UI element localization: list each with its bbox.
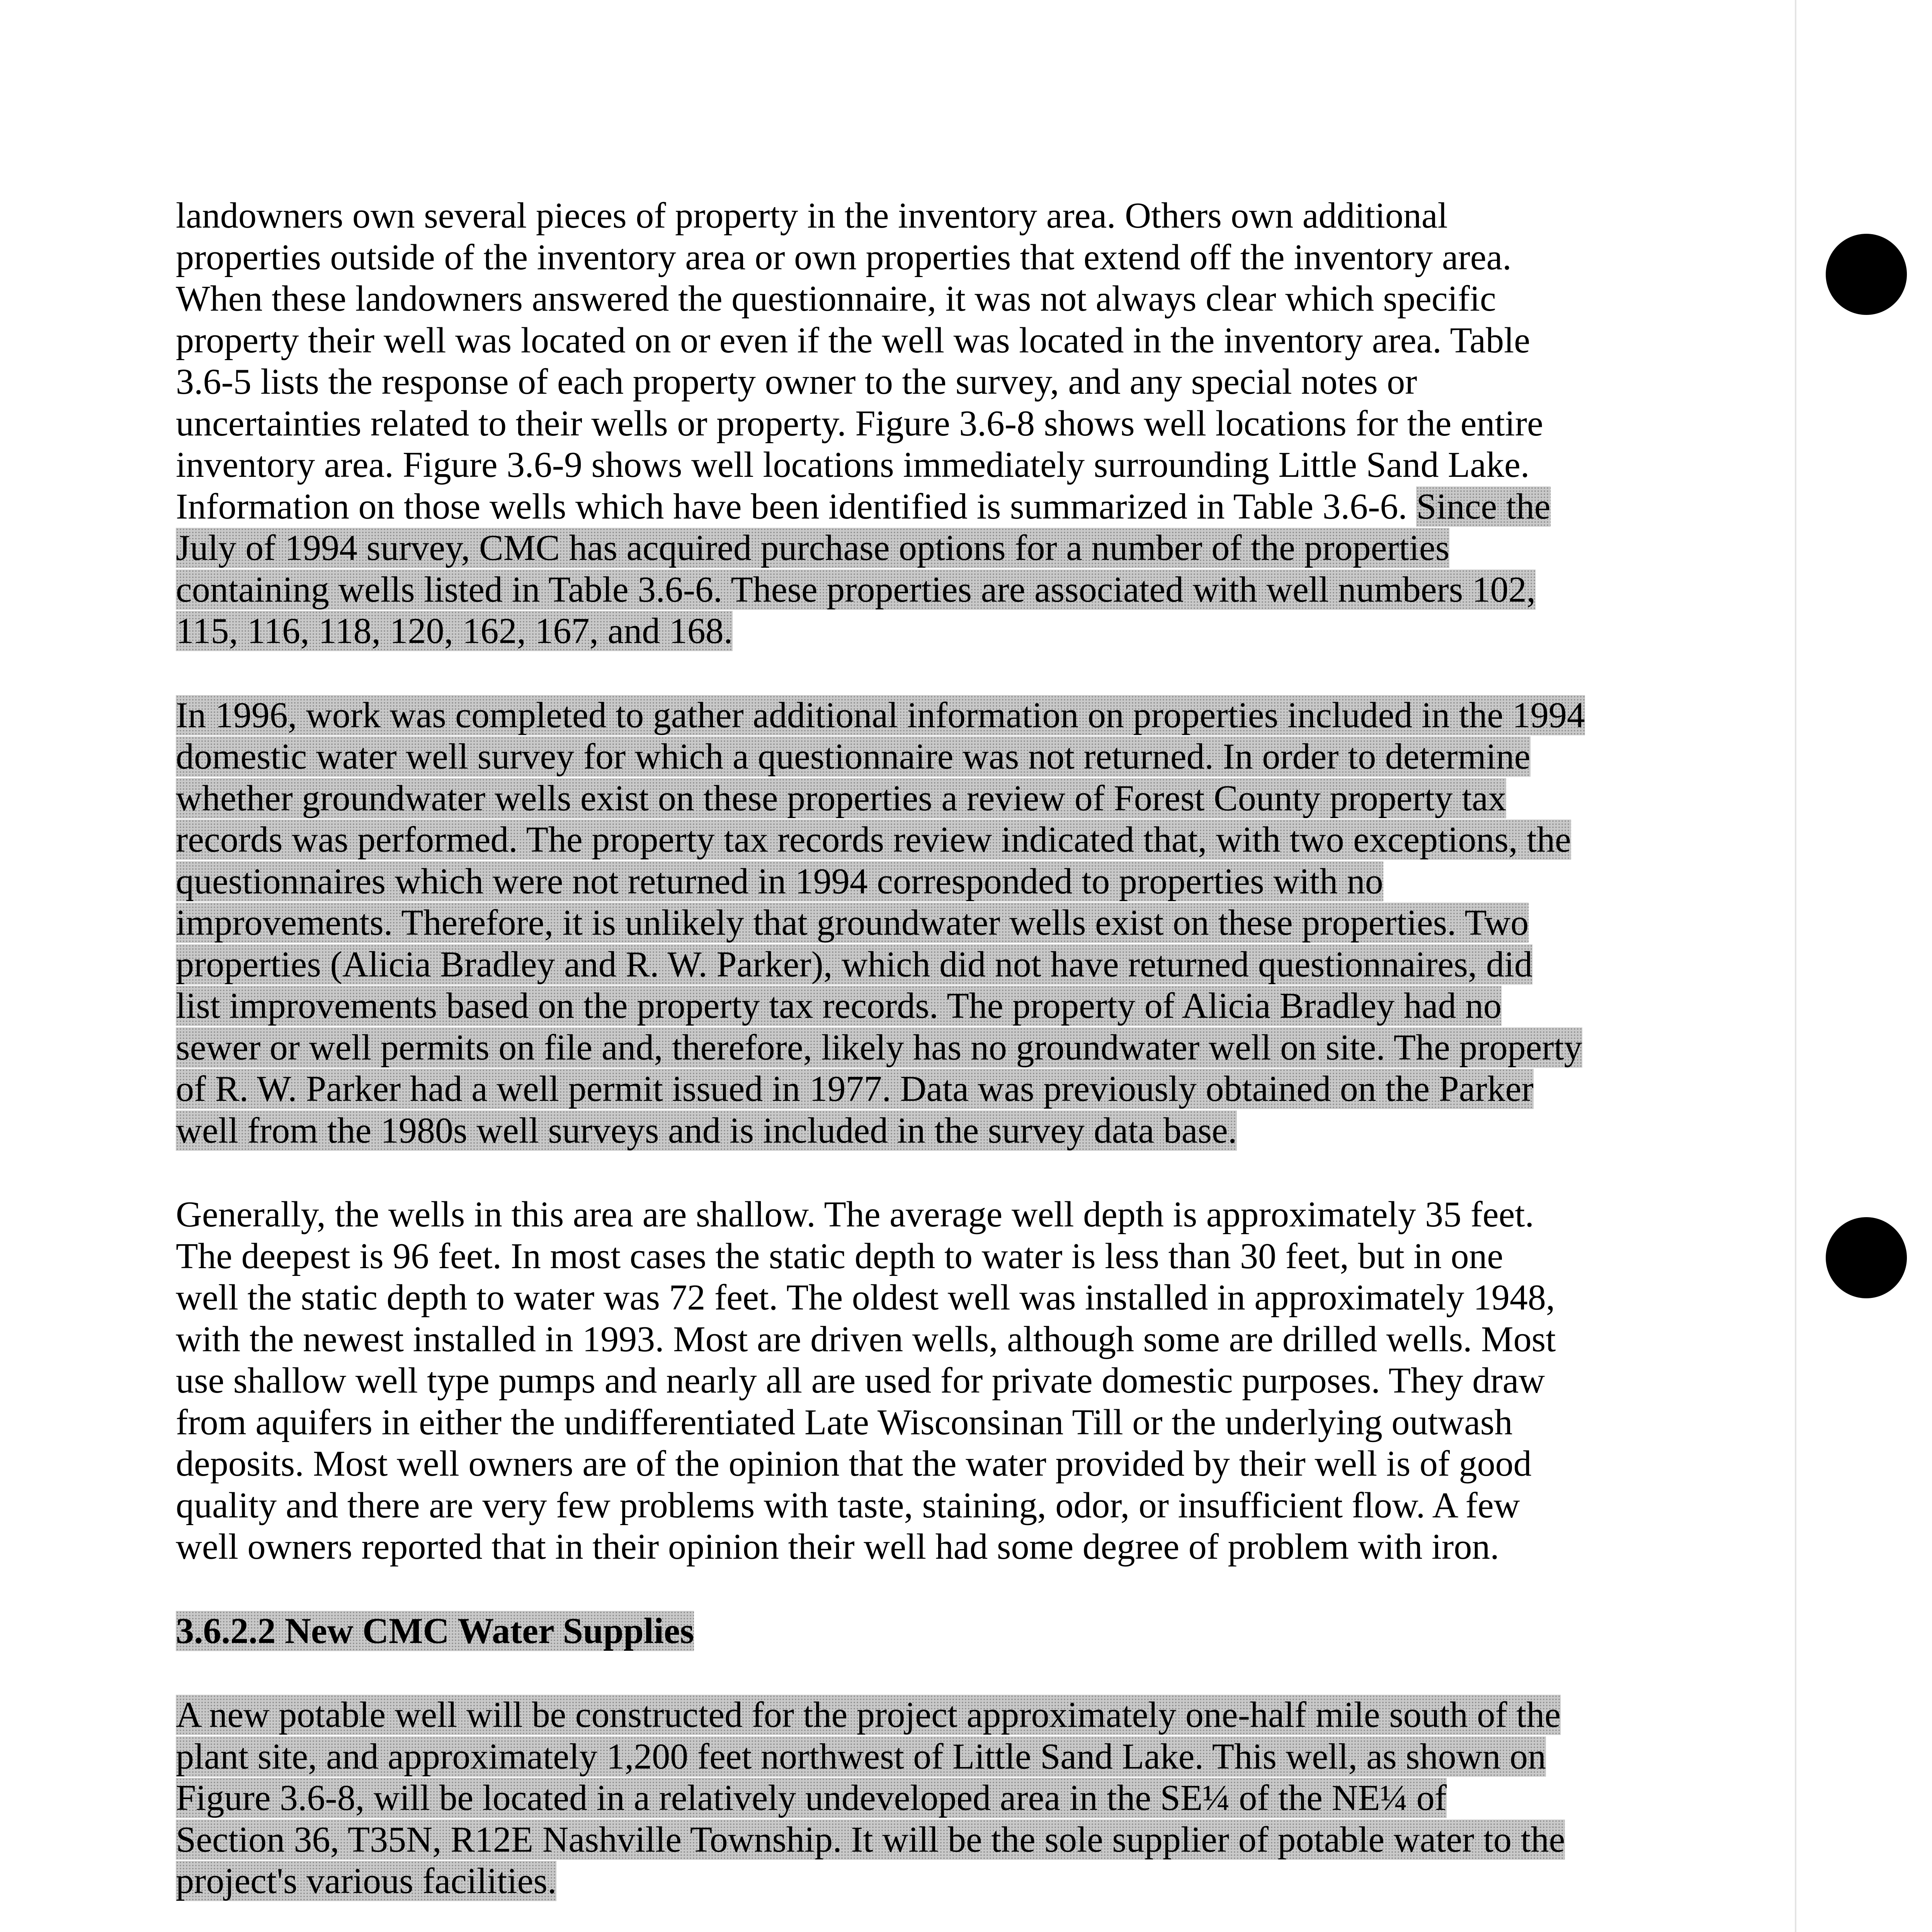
highlighted-text: A new potable well will be constructed for the project approximately one-half mile south of the: [176, 1695, 1561, 1735]
text-segment: Generally, the wells in this area are shallow. The average well depth is approximately 35 feet.: [176, 1194, 1534, 1235]
highlighted-text: of R. W. Parker had a well permit issued in 1977. Data was previously obtained on the Parker: [176, 1069, 1534, 1109]
text-segment: Information on those wells which have been identified is summarized in Table 3.6-6.: [176, 486, 1417, 527]
text-line: [176, 1694, 1729, 1736]
text-segment: When these landowners answered the questionnaire, it was not always clear which specific: [176, 279, 1496, 319]
text-line: [176, 1777, 1729, 1819]
text-segment: use shallow well type pumps and nearly all are used for private domestic purposes. They draw: [176, 1361, 1545, 1401]
text-line: [176, 778, 1729, 820]
text-line: [176, 1402, 1729, 1444]
text-line: [176, 944, 1729, 986]
highlighted-text: whether groundwater wells exist on these properties a review of Forest County property tax: [176, 778, 1507, 818]
text-segment: inventory area. Figure 3.6-9 shows well locations immediately surrounding Little Sand Lake.: [176, 445, 1530, 485]
text-line: [176, 1027, 1729, 1069]
highlighted-text: July of 1994 survey, CMC has acquired purchase options for a number of the properties: [176, 528, 1450, 568]
text-line: [176, 1110, 1729, 1152]
text-line: [176, 361, 1729, 403]
text-line: [176, 736, 1729, 778]
text-segment: property their well was located on or even if the well was located in the inventory area. Table: [176, 320, 1530, 361]
text-line: [176, 1485, 1729, 1527]
paragraphs-before-heading: [176, 195, 1729, 1568]
text-line: [176, 1194, 1729, 1236]
text-segment: quality and there are very few problems with taste, staining, odor, or insufficient flow. A few: [176, 1485, 1520, 1526]
text-line: [176, 278, 1729, 320]
text-line: [176, 861, 1729, 903]
highlighted-text: sewer or well permits on file and, therefore, likely has no groundwater well on site. The property: [176, 1027, 1582, 1068]
paragraph: [176, 195, 1729, 652]
text-segment: landowners own several pieces of property in the inventory area. Others own additional: [176, 196, 1448, 236]
text-line: [176, 486, 1729, 528]
text-line: [176, 320, 1729, 362]
highlighted-text: well from the 1980s well surveys and is included in the survey data base.: [176, 1110, 1237, 1151]
paragraphs-after-heading: [176, 1694, 1729, 1932]
highlighted-text: 115, 116, 118, 120, 162, 167, and 168.: [176, 611, 733, 651]
binder-hole-middle: [1826, 1217, 1907, 1298]
highlighted-text: Since the: [1416, 486, 1551, 527]
text-line: [176, 1526, 1729, 1568]
text-segment: well owners reported that in their opinion their well had some degree of problem with iron.: [176, 1527, 1499, 1567]
page-edge-line: [1795, 0, 1796, 1932]
text-line: [176, 1068, 1729, 1110]
highlighted-text: Figure 3.6-8, will be located in a relatively undeveloped area in the SE¼ of the NE¼ of: [176, 1778, 1447, 1818]
text-line: [176, 237, 1729, 279]
highlighted-text: project's various facilities.: [176, 1861, 557, 1901]
section-heading-text: 3.6.2.2 New CMC Water Supplies: [176, 1611, 694, 1651]
text-segment: 3.6-5 lists the response of each property owner to the survey, and any special notes or: [176, 362, 1417, 402]
highlighted-text: questionnaires which were not returned in 1994 corresponded to properties with no: [176, 861, 1383, 901]
paragraph: [176, 695, 1729, 1152]
paragraph: [176, 1194, 1729, 1568]
text-line: [176, 1319, 1729, 1361]
text-line: [176, 1736, 1729, 1778]
text-line: [176, 695, 1729, 736]
highlighted-text: In 1996, work was completed to gather additional information on properties included in the 1994: [176, 695, 1585, 735]
paragraph-gap: [176, 1652, 1729, 1694]
text-line: [176, 1861, 1729, 1902]
text-line: [176, 195, 1729, 237]
body-text: [176, 195, 1729, 1932]
text-line: [176, 1277, 1729, 1319]
paragraph: [176, 1694, 1729, 1902]
paragraph-gap: [176, 652, 1729, 695]
highlighted-text: properties (Alicia Bradley and R. W. Parker), which did not have returned questionnaires, did: [176, 944, 1533, 985]
text-segment: deposits. Most well owners are of the opinion that the water provided by their well is of good: [176, 1444, 1532, 1484]
highlighted-text: improvements. Therefore, it is unlikely that groundwater wells exist on these properties. Two: [176, 903, 1529, 943]
text-line: [176, 569, 1729, 611]
text-line: [176, 403, 1729, 445]
highlighted-text: records was performed. The property tax records review indicated that, with two exceptions, the: [176, 820, 1571, 860]
text-segment: from aquifers in either the undifferentiated Late Wisconsinan Till or the underlying outwash: [176, 1402, 1513, 1442]
paragraph-gap: [176, 1902, 1729, 1932]
text-line: [176, 611, 1729, 652]
text-segment: well the static depth to water was 72 feet. The oldest well was installed in approximately 1948,: [176, 1277, 1555, 1318]
section-heading: [176, 1611, 1729, 1652]
text-segment: with the newest installed in 1993. Most are driven wells, although some are drilled wells. Most: [176, 1319, 1556, 1359]
text-line: [176, 527, 1729, 569]
text-segment: uncertainties related to their wells or property. Figure 3.6-8 shows well locations for the entire: [176, 403, 1543, 444]
text-line: [176, 985, 1729, 1027]
text-line: [176, 1819, 1729, 1861]
text-line: [176, 1360, 1729, 1402]
paragraph-gap: [176, 1568, 1729, 1611]
highlighted-text: Section 36, T35N, R12E Nashville Township. It will be the sole supplier of potable water to the: [176, 1819, 1565, 1860]
binder-hole-top: [1826, 234, 1907, 315]
highlighted-text: plant site, and approximately 1,200 feet northwest of Little Sand Lake. This well, as shown on: [176, 1736, 1546, 1777]
text-segment: The deepest is 96 feet. In most cases the static depth to water is less than 30 feet, but in one: [176, 1236, 1503, 1276]
highlighted-text: containing wells listed in Table 3.6-6. These properties are associated with well numbers 102,: [176, 569, 1536, 610]
text-line: [176, 444, 1729, 486]
text-line: [176, 819, 1729, 861]
paragraph-gap: [176, 1151, 1729, 1194]
text-line: [176, 1443, 1729, 1485]
text-line: [176, 902, 1729, 944]
text-line: [176, 1236, 1729, 1277]
highlighted-text: list improvements based on the property tax records. The property of Alicia Bradley had no: [176, 986, 1502, 1026]
highlighted-text: domestic water well survey for which a questionnaire was not returned. In order to determine: [176, 736, 1531, 777]
text-segment: properties outside of the inventory area or own properties that extend off the inventory area.: [176, 237, 1512, 277]
